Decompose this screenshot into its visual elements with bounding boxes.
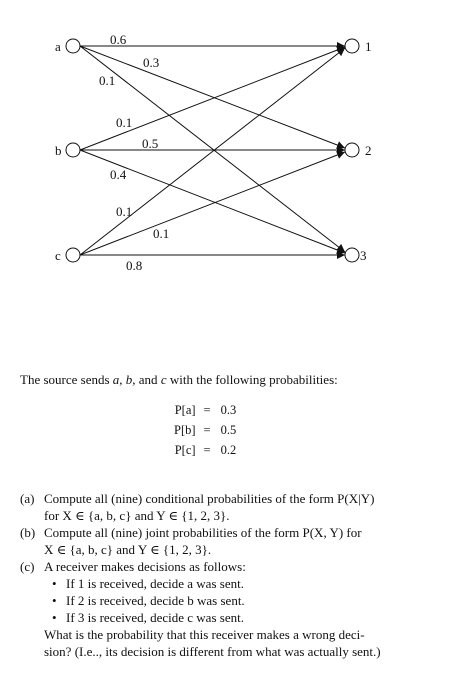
prob-eq: = xyxy=(203,403,211,417)
output-node-3 xyxy=(345,248,359,262)
question-a-label: (a) xyxy=(20,491,35,506)
intro-mid1: , xyxy=(119,372,126,387)
rule-item xyxy=(44,592,418,609)
input-label-c: c xyxy=(55,248,61,263)
question-c xyxy=(20,558,418,660)
prob-lhs: P[b] xyxy=(174,423,196,437)
question-a-line2: for X ∈ {a, b, c} and Y ∈ {1, 2, 3}. xyxy=(44,508,230,523)
edge-b-3 xyxy=(80,150,345,253)
edge-label-b-3: 0.4 xyxy=(110,167,127,182)
question-b-line2: X ∈ {a, b, c} and Y ∈ {1, 2, 3}. xyxy=(44,542,212,557)
prob-row xyxy=(174,442,236,462)
input-label-a: a xyxy=(55,39,61,54)
rule-text: If 1 is received, decide a was sent. xyxy=(66,576,244,591)
output-nodes xyxy=(345,39,372,263)
edge-label-a-3: 0.1 xyxy=(99,73,116,88)
edge-c-1 xyxy=(80,48,345,255)
output-node-1 xyxy=(345,39,359,53)
prob-rhs: 0.3 xyxy=(220,403,237,417)
edge-a-3 xyxy=(80,46,345,252)
question-c-intro: A receiver makes decisions as follows: xyxy=(44,559,246,574)
rule-text: If 3 is received, decide c was sent. xyxy=(66,610,244,625)
question-a xyxy=(20,490,418,524)
edge-label-a-2: 0.3 xyxy=(143,55,160,70)
rule-item xyxy=(44,575,418,592)
edge-label-c-2: 0.1 xyxy=(153,226,170,241)
edge-label-a-1: 0.6 xyxy=(110,32,127,47)
intro-prefix: The source sends xyxy=(20,372,113,387)
edge-a-2 xyxy=(80,46,345,148)
edge-label-b-1: 0.1 xyxy=(116,115,133,130)
input-node-a xyxy=(66,39,80,53)
prob-row xyxy=(174,402,236,422)
source-intro xyxy=(20,372,338,388)
edge-label-c-1: 0.1 xyxy=(116,204,133,219)
prob-rhs: 0.2 xyxy=(220,443,237,457)
input-label-b: b xyxy=(55,143,62,158)
input-node-b xyxy=(66,143,80,157)
question-c-closing2: sion? (I.e.., its decision is different from what was actually sent.) xyxy=(44,644,381,659)
edge-b-1 xyxy=(80,47,345,150)
intro-suffix: with the following probabilities: xyxy=(166,372,338,387)
prob-row xyxy=(174,422,236,442)
question-a-line1: Compute all (nine) conditional probabilities of the form P(X|Y) xyxy=(44,491,375,506)
question-c-closing1: What is the probability that this receiver makes a wrong deci- xyxy=(44,627,365,642)
edge-label-b-2: 0.5 xyxy=(142,136,159,151)
bullet-icon: • xyxy=(52,576,57,591)
transition-edges xyxy=(80,46,345,255)
intro-symbol-c: c xyxy=(160,372,167,387)
bullet-icon: • xyxy=(52,593,57,608)
output-label-3: 3 xyxy=(360,248,367,263)
question-c-label: (c) xyxy=(20,559,35,574)
question-b-label: (b) xyxy=(20,525,36,540)
input-node-c xyxy=(66,248,80,262)
question-b xyxy=(20,524,418,558)
question-b-line1: Compute all (nine) joint probabilities of the form P(X, Y) for xyxy=(44,525,362,540)
prob-rhs: 0.5 xyxy=(220,423,237,437)
prob-eq: = xyxy=(203,443,211,457)
bullet-icon: • xyxy=(52,610,57,625)
intro-symbol-b: b xyxy=(125,372,133,387)
prob-eq: = xyxy=(203,423,211,437)
edge-labels xyxy=(99,32,169,273)
rule-item xyxy=(44,609,418,626)
intro-mid2: , and xyxy=(132,372,161,387)
edge-label-c-3: 0.8 xyxy=(126,258,143,273)
question-list xyxy=(20,490,418,660)
intro-symbol-a: a xyxy=(112,372,120,387)
source-probability-table xyxy=(174,402,236,462)
channel-diagram xyxy=(0,0,463,300)
prob-lhs: P[c] xyxy=(174,443,196,457)
output-node-2 xyxy=(345,143,359,157)
prob-lhs: P[a] xyxy=(174,403,196,417)
output-label-1: 1 xyxy=(365,39,372,54)
output-label-2: 2 xyxy=(365,143,372,158)
rule-text: If 2 is received, decide b was sent. xyxy=(66,593,245,608)
input-nodes xyxy=(55,39,80,263)
